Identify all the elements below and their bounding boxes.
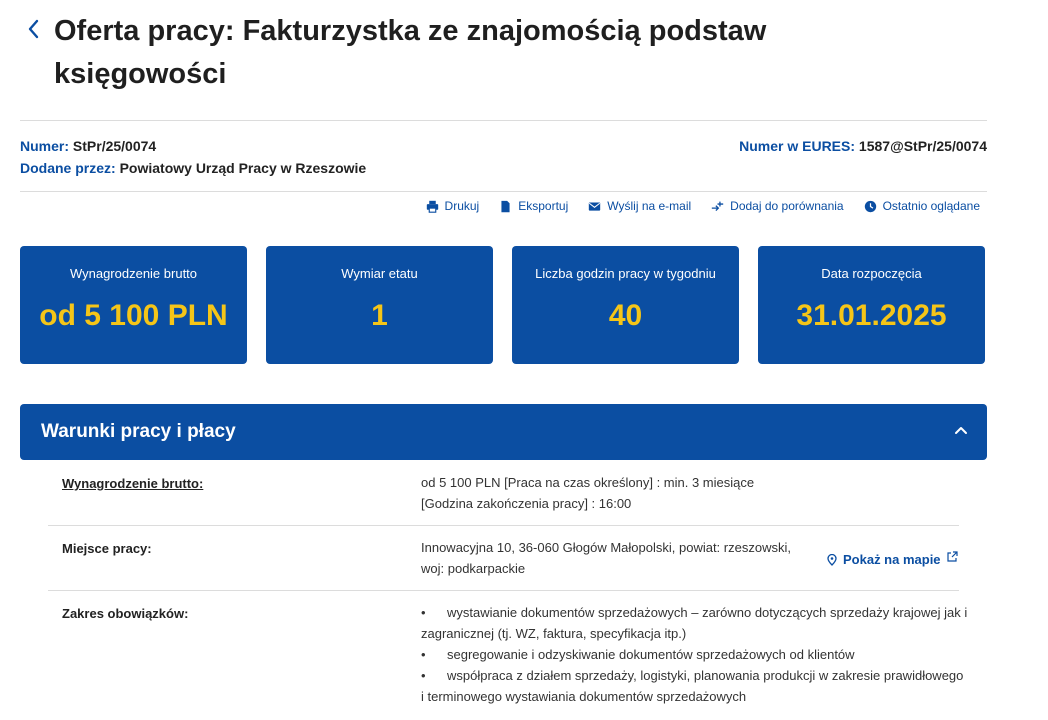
salary-line: od 5 100 PLN [Praca na czas określony] : min. 3 miesiące [421,475,755,490]
card-value: 40 [608,299,643,332]
row-value-place [421,537,791,579]
added-by [20,157,366,179]
external-link-icon [946,551,958,563]
table-row [48,541,959,591]
duty-text: zagranicznej (tj. WZ, faktura, specyfikacja itp.) [421,626,687,641]
mail-icon [588,200,601,213]
page-title: Oferta pracy: Fakturzystka ze znajomością podstaw księgowości [54,15,767,90]
row-label-duties: Zakres obowiązków: [62,606,189,621]
list-item [421,602,981,623]
offer-number [20,135,156,157]
list-item [421,644,981,665]
back-button[interactable] [22,14,46,44]
row-label-salary: Wynagrodzenie brutto: [62,476,204,491]
table-row [48,605,968,720]
action-toolbar [426,199,980,213]
duty-text: wystawianie dokumentów sprzedażowych – zarówno dotyczących sprzedaży krajowej jak i [447,605,968,620]
added-by-value: Powiatowy Urząd Pracy w Rzeszowie [119,160,367,176]
recently-viewed-label: Ostatnio oglądane [882,199,980,213]
card-value: 31.01.2025 [796,299,947,332]
place-line: Innowacyjna 10, 36-060 Głogów Małopolski, powiat: rzeszowski, [421,540,791,555]
start-date-card [758,246,985,364]
section-title: Warunki pracy i płacy [41,421,236,442]
card-value: 1 [371,299,388,332]
print-button[interactable] [426,199,480,213]
export-button[interactable] [499,199,568,213]
compare-icon [711,200,724,213]
table-row [48,476,959,526]
offer-number-value: StPr/25/0074 [72,138,157,154]
recently-viewed-button[interactable] [864,199,980,213]
export-label: Eksportuj [518,199,569,213]
chevron-left-icon [22,14,46,44]
compare-button[interactable] [711,199,843,213]
show-on-map-link[interactable] [826,552,958,567]
card-label: Data rozpoczęcia [821,266,922,281]
row-label-place: Miejsce pracy: [62,541,152,556]
clock-icon [864,200,877,213]
added-by-label: Dodane przez: [20,160,116,176]
divider [20,191,987,192]
section-header-conditions[interactable] [20,404,987,460]
card-label: Wynagrodzenie brutto [69,266,198,281]
row-value-salary [421,472,754,514]
email-label: Wyślij na e-mail [607,199,692,213]
printer-icon [426,200,439,213]
compare-label: Dodaj do porównania [730,199,844,213]
card-label: Wymiar etatu [341,266,418,281]
salary-card [20,246,247,364]
eures-number [739,135,987,157]
location-pin-icon [826,554,838,566]
hours-card [512,246,739,364]
file-icon [499,200,512,213]
row-value-duties [421,602,981,707]
duty-text: i terminowego wystawiania dokumentów sprzedażowych [421,689,747,704]
duty-text: segregowanie i odzyskiwanie dokumentów sprzedażowych od klientów [447,647,855,662]
divider [20,120,987,121]
chevron-up-icon[interactable] [953,422,969,438]
summary-cards [20,246,987,364]
email-button[interactable] [588,199,691,213]
etat-card [266,246,493,364]
card-label: Liczba godzin pracy w tygodniu [535,266,716,281]
card-value: od 5 100 PLN [39,299,228,332]
eures-number-label: Numer w EURES: [739,138,856,154]
duty-text: współpraca z działem sprzedaży, logistyki, planowania produkcji w zakresie prawidłowego [447,668,964,683]
bullet: • [421,605,426,620]
list-item [421,665,981,686]
place-line: woj: podkarpackie [421,561,526,576]
salary-line: [Godzina zakończenia pracy] : 16:00 [421,496,632,511]
print-label: Drukuj [444,199,480,213]
bullet: • [421,647,426,662]
eures-number-value: 1587@StPr/25/0074 [858,138,987,154]
map-link-label: Pokaż na mapie [843,552,941,567]
bullet: • [421,668,426,683]
offer-number-label: Numer: [20,138,70,154]
